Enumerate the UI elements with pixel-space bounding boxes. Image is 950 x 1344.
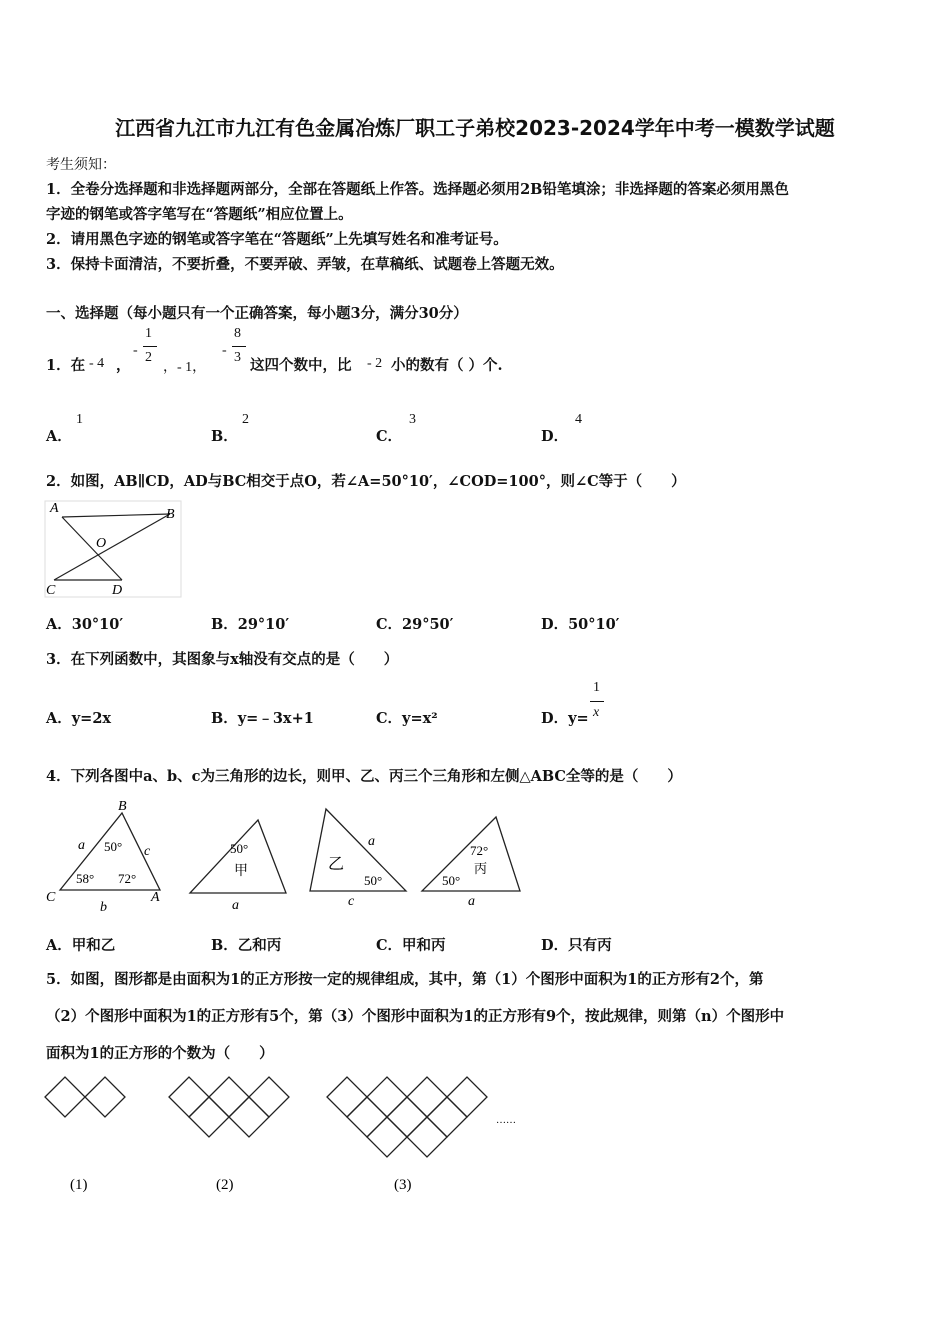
point-b-label: B: [166, 507, 175, 522]
q1-num-3: ，- 1，: [163, 360, 207, 375]
q1-option-b-label[interactable]: B．: [211, 428, 238, 445]
fig3-square: [407, 1077, 447, 1117]
fraction-bar: [590, 701, 604, 702]
q1-frac2-den: 3: [234, 350, 241, 365]
bing-label: 丙: [474, 861, 488, 876]
yi-label: 乙: [328, 856, 345, 873]
fig2-square: [189, 1097, 229, 1137]
notice-line-1a: 1．全卷分选择题和非选择题两部分，全部在答题纸上作答。选择题必须用2B铅笔填涂；非选择题的答案必须用黑色: [46, 181, 789, 198]
q1-prefix: 1．在: [46, 357, 86, 374]
jia-side: a: [232, 898, 239, 913]
abc-angle-c: 58°: [76, 871, 95, 886]
abc-angle-a: 72°: [118, 871, 137, 886]
q1-frac1-den: 2: [145, 350, 152, 365]
q5-line-2: （2）个图形中面积为1的正方形有5个，第（3）个图形中面积为1的正方形有9个，按此规律，则第（n）个图形中: [46, 1008, 785, 1025]
q1-frac1-num: 1: [145, 326, 152, 341]
jia-label: 甲: [234, 864, 248, 879]
q4-option-b[interactable]: B．乙和丙: [211, 937, 282, 954]
notice-line-2: 2．请用黑色字迹的钢笔或答字笔在“答题纸”上先填写姓名和准考证号。: [46, 231, 508, 248]
q1-option-a-value: 1: [76, 412, 83, 427]
fig2-label: (2): [216, 1177, 234, 1193]
fig2-square: [229, 1097, 269, 1137]
notice-line-1b: 字迹的钢笔或答字笔写在“答题纸”相应位置上。: [46, 206, 353, 223]
q3-option-c[interactable]: C．y=x²: [376, 710, 438, 727]
bing-side: a: [468, 894, 475, 909]
abc-a-label: A: [151, 890, 160, 905]
abc-side-c: c: [144, 844, 151, 859]
q3-frac-num: 1: [593, 680, 600, 695]
abc-angle-b: 50°: [104, 839, 123, 854]
fraction-bar: [232, 346, 246, 347]
point-o-label: O: [96, 536, 107, 551]
fig1-square: [85, 1077, 125, 1117]
q5-line-3: 面积为1的正方形的个数为（ ）: [46, 1045, 274, 1062]
q4-option-d[interactable]: D．只有丙: [541, 937, 612, 954]
q2-option-b[interactable]: B．29°10′: [211, 616, 290, 633]
jia-angle: 50°: [230, 841, 249, 856]
fig3-square: [427, 1097, 467, 1137]
fig2-square: [169, 1077, 209, 1117]
q2-option-d[interactable]: D．50°10′: [541, 616, 620, 633]
fig3-square: [407, 1117, 447, 1157]
q2-text: 2．如图，AB∥CD，AD与BC相交于点O，若∠A=50°10′，∠COD=100°，则∠C等于（ ）: [46, 473, 686, 490]
abc-side-b: b: [100, 900, 107, 915]
q1-neg-sign: -: [133, 343, 138, 358]
triangle-yi: [310, 809, 406, 891]
q3-option-b[interactable]: B．y=﹣3x+1: [211, 710, 314, 727]
section-heading: 一、选择题（每小题只有一个正确答案，每小题3分，满分30分）: [46, 305, 468, 322]
yi-side-a: a: [368, 834, 375, 849]
fig2-square: [209, 1077, 249, 1117]
abc-side-a: a: [78, 838, 85, 853]
q1-option-d-label[interactable]: D．: [541, 428, 569, 445]
line-ab: [62, 514, 170, 517]
fig3-square: [447, 1077, 487, 1117]
q1-fraction-2: [232, 326, 246, 374]
q2-figure: [44, 500, 184, 600]
yi-side-c: c: [348, 894, 355, 909]
q2-option-a[interactable]: A．30°10′: [46, 616, 124, 633]
q3-option-d[interactable]: D．y=: [541, 710, 589, 727]
q3-option-a[interactable]: A．y=2x: [46, 710, 112, 727]
fig1-label: (1): [70, 1177, 88, 1193]
q2-option-c[interactable]: C．29°50′: [376, 616, 454, 633]
q5-figure: [40, 1068, 540, 1203]
q3-fraction: [590, 680, 604, 728]
fig3-square: [367, 1117, 407, 1157]
fig3-square: [367, 1077, 407, 1117]
q1-fraction-1: [143, 326, 157, 374]
fig3-label: (3): [394, 1177, 412, 1193]
page-title: 江西省九江市九江有色金属冶炼厂职工子弟校2023-2024学年中考一模数学试题: [115, 116, 835, 140]
q1-option-d-value: 4: [575, 412, 582, 427]
notice-line-3: 3．保持卡面清洁，不要折叠，不要弄破、弄皱，在草稿纸、试题卷上答题无效。: [46, 256, 564, 273]
abc-b-label: B: [118, 799, 127, 814]
q1-frac2-num: 8: [234, 326, 241, 341]
bing-angle-left: 50°: [442, 873, 461, 888]
sequence-dots: ……: [496, 1115, 516, 1126]
q4-option-c[interactable]: C．甲和丙: [376, 937, 446, 954]
q1-option-c-value: 3: [409, 412, 416, 427]
q1-mid: 这四个数中，比: [250, 357, 352, 374]
q1-option-c-label[interactable]: C．: [376, 428, 403, 445]
fig3-square: [347, 1097, 387, 1137]
q3-text: 3．在下列函数中，其图象与x轴没有交点的是（ ）: [46, 651, 399, 668]
q1-num-5: - 2: [367, 356, 383, 371]
point-c-label: C: [46, 583, 56, 598]
q3-frac-den: x: [593, 705, 600, 720]
q4-option-a[interactable]: A．甲和乙: [46, 937, 116, 954]
abc-c-label: C: [46, 890, 56, 905]
q4-figure: [40, 795, 530, 915]
notice-heading: 考生须知：: [46, 157, 116, 173]
fraction-bar: [143, 346, 157, 347]
point-a-label: A: [50, 501, 59, 516]
fig2-square: [249, 1077, 289, 1117]
fig1-square: [45, 1077, 85, 1117]
q1-option-a-label[interactable]: A．: [46, 428, 72, 445]
q1-num-1: - 4: [89, 356, 105, 371]
q1-option-b-value: 2: [242, 412, 249, 427]
q4-text: 4．下列各图中a、b、c为三角形的边长，则甲、乙、丙三个三角形和左侧△ABC全等的是（ ）: [46, 768, 682, 785]
fig3-square: [327, 1077, 367, 1117]
triangle-jia: [190, 820, 286, 893]
bing-angle-top: 72°: [470, 843, 489, 858]
yi-angle: 50°: [364, 873, 383, 888]
q1-sep: ，: [116, 357, 131, 374]
q1-neg-sign-2: -: [222, 343, 227, 358]
fig3-square: [387, 1097, 427, 1137]
point-d-label: D: [112, 583, 123, 598]
q1-suffix: 小的数有（ ）个.: [391, 357, 503, 374]
q5-line-1: 5．如图，图形都是由面积为1的正方形按一定的规律组成，其中，第（1）个图形中面积为1的正方形有2个，第: [46, 971, 764, 988]
